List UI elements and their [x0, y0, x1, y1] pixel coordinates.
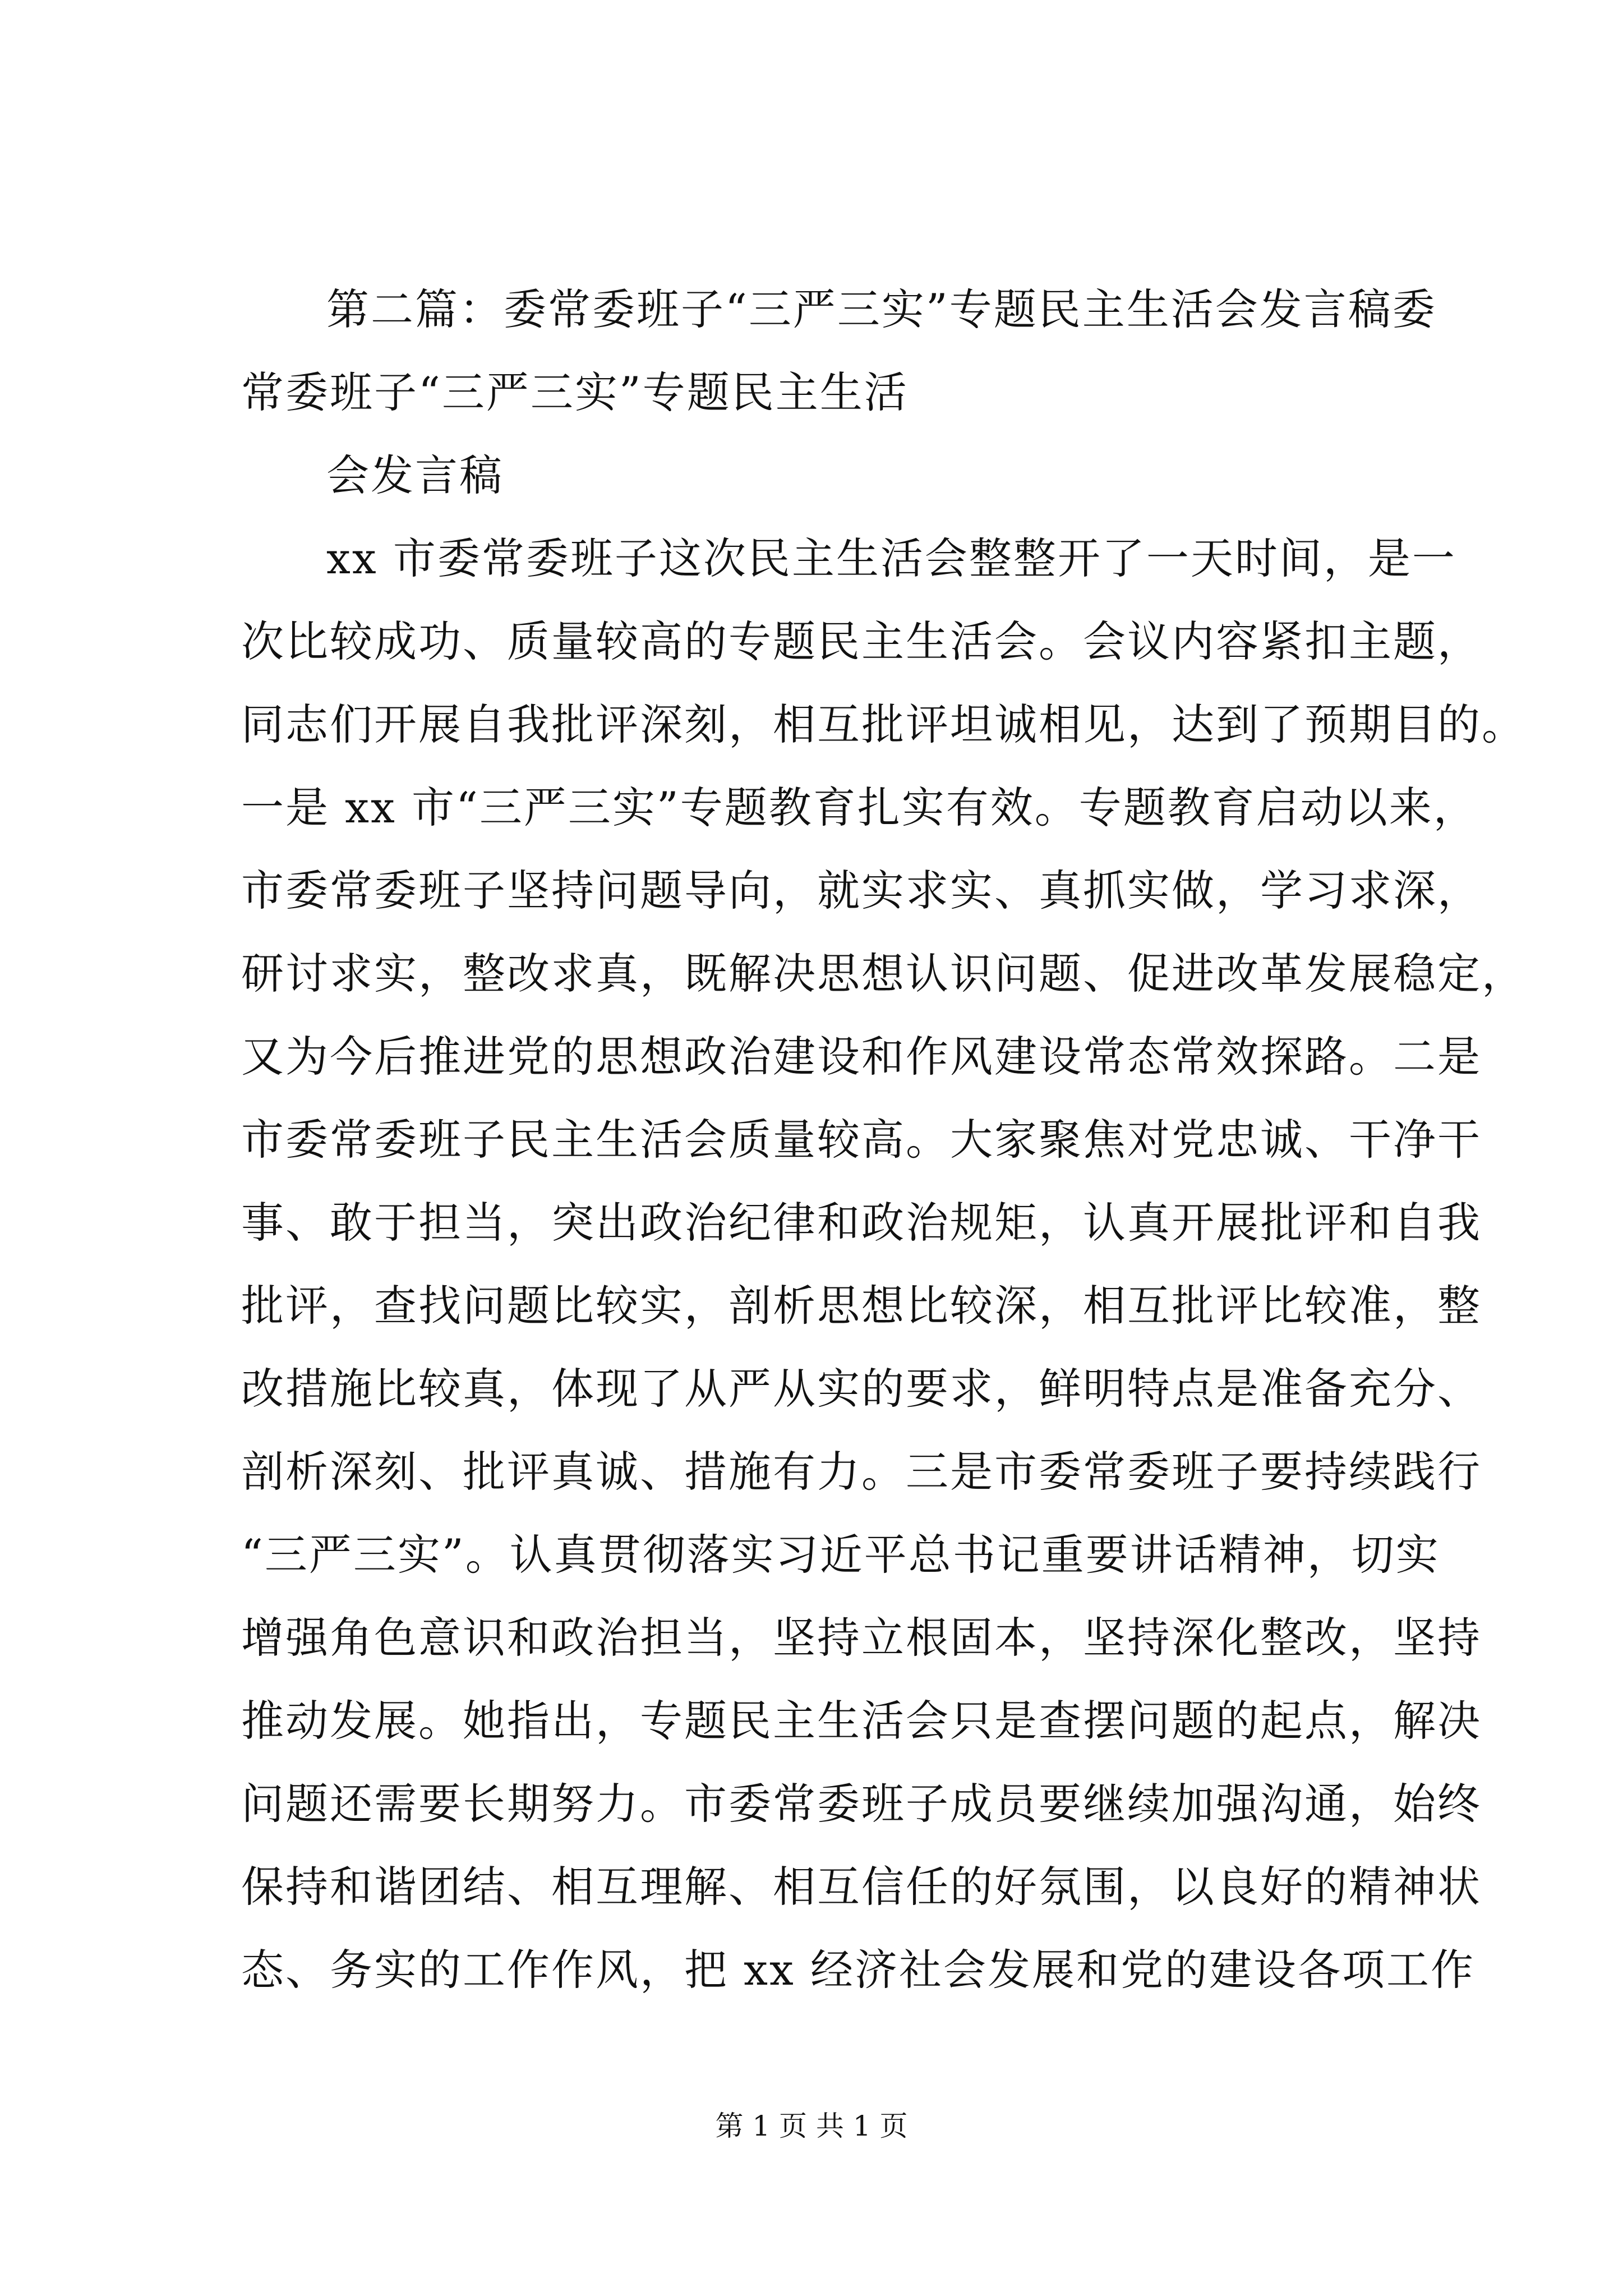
subtitle-line: 会发言稿	[326, 450, 504, 500]
paragraph-line: 市委常委班子民主生活会质量较高。大家聚焦对党忠诚、干净干	[241, 1115, 1482, 1165]
paragraph-line: 市委常委班子坚持问题导向，就实求实、真抓实做，学习求深，	[241, 866, 1482, 915]
page-footer: 第 1 页 共 1 页	[715, 2110, 908, 2142]
document-body	[241, 268, 1526, 2012]
paragraph-line: 又为今后推进党的思想政治建设和作风建设常态常效探路。二是	[241, 1032, 1482, 1082]
paragraph-line: 态、务实的工作作风，把 xx 经济社会发展和党的建设各项工作	[241, 1945, 1476, 1995]
paragraph-line: 改措施比较真，体现了从严从实的要求，鲜明特点是准备充分、	[241, 1364, 1482, 1414]
paragraph-line: 研讨求实，整改求真，既解决思想认识问题、促进改革发展稳定，	[241, 949, 1526, 999]
paragraph-line: 同志们开展自我批评深刻，相互批评坦诚相见，达到了预期目的。	[241, 700, 1526, 749]
paragraph-line: 推动发展。她指出，专题民主生活会只是查摆问题的起点，解决	[241, 1696, 1482, 1746]
paragraph-line: 一是 xx 市“三严三实”专题教育扎实有效。专题教育启动以来，	[241, 783, 1478, 832]
paragraph-line: 次比较成功、质量较高的专题民主生活会。会议内容紧扣主题，	[241, 616, 1482, 666]
paragraph-line: xx 市委常委班子这次民主生活会整整开了一天时间，是一	[326, 533, 1456, 583]
paragraph-line: 事、敢于担当，突出政治纪律和政治规矩，认真开展批评和自我	[241, 1198, 1482, 1248]
title-line: 常委班子“三严三实”专题民主生活	[241, 367, 909, 417]
paragraph-line: 批评，查找问题比较实，剖析思想比较深，相互批评比较准，整	[241, 1281, 1482, 1331]
paragraph-line: 问题还需要长期努力。市委常委班子成员要继续加强沟通，始终	[241, 1779, 1482, 1829]
paragraph-line: 保持和谐团结、相互理解、相互信任的好氛围，以良好的精神状	[241, 1862, 1482, 1912]
title-line: 第二篇：委常委班子“三严三实”专题民主生活会发言稿委	[326, 284, 1437, 334]
paragraph-line: 增强角色意识和政治担当，坚持立根固本，坚持深化整改，坚持	[241, 1613, 1482, 1663]
paragraph-line: “三严三实”。认真贯彻落实习近平总书记重要讲话精神，切实	[241, 1530, 1440, 1580]
paragraph-line: 剖析深刻、批评真诚、措施有力。三是市委常委班子要持续践行	[241, 1447, 1482, 1497]
